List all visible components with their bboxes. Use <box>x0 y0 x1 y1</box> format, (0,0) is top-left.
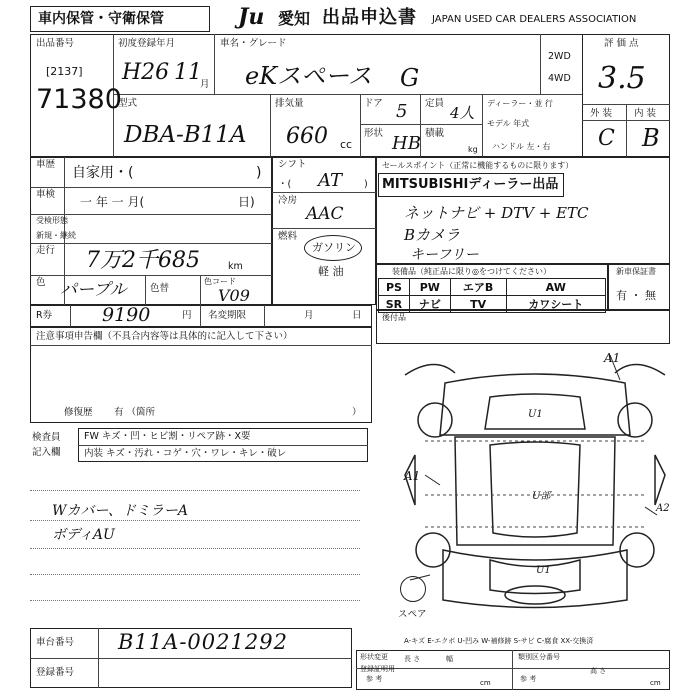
shift-paren: ・( <box>278 179 292 190</box>
recycle-frame <box>30 305 372 327</box>
loading-label: 積載 <box>425 128 445 139</box>
month-suffix: 月 <box>200 79 210 90</box>
drive-2wd: 2WD <box>548 51 571 62</box>
interior-label: 内 装 <box>634 108 657 119</box>
damage-mark-a1-top: A1 <box>604 351 621 365</box>
form-title: 出品申込書 <box>322 7 417 28</box>
ju-logo: Ju <box>238 4 265 30</box>
registration-cert-label: 登録証明用 <box>360 665 395 673</box>
doors-label: ドア <box>364 98 383 109</box>
remark-line-2: ボディAU <box>52 527 115 543</box>
recycle-label: R券 <box>36 310 53 321</box>
shift-label: シフト <box>278 159 307 170</box>
selling-point-line-2: Bカメラ <box>404 226 461 244</box>
dealer-label: ディーラー・並 行 <box>487 99 553 108</box>
shape-change-label: 形状変更 <box>360 653 388 661</box>
cm-unit-2: cm <box>650 679 661 687</box>
fuel-gasoline-circle <box>304 235 362 261</box>
history-value: 自家用・( <box>72 165 134 181</box>
interior-grade: B <box>642 124 660 152</box>
warranty-options: 有 ・ 無 <box>616 289 656 302</box>
association-name: JAPAN USED CAR DEALERS ASSOCIATION <box>432 14 637 25</box>
equip-sr: SR <box>379 296 410 313</box>
damage-mark-u-roof: U部 <box>532 491 551 502</box>
inspector-row-2: 内装 キズ・汚れ・コゲ・穴・ワレ・キレ・破レ <box>84 448 287 459</box>
acceptance-label: 受検形態 <box>36 216 68 225</box>
car-damage-diagram <box>395 345 675 625</box>
mileage-label: 走行 <box>36 245 56 256</box>
model-year-label: モデル 年式 <box>487 119 530 128</box>
rating-score: 3.5 <box>598 61 646 96</box>
damage-mark-u1-hood: U1 <box>528 409 543 420</box>
shaken-close: 日) <box>238 195 255 209</box>
cm-unit-1: cm <box>480 679 491 687</box>
length-label: 長 さ <box>404 655 421 663</box>
name-change-day: 日 <box>352 310 362 321</box>
after-fit-label: 後付品 <box>382 313 406 322</box>
doors-value: 5 <box>396 101 408 122</box>
registration-label: 登録番号 <box>36 667 75 678</box>
shift-close: ) <box>364 179 368 190</box>
equipment-table <box>378 278 606 313</box>
damage-legend: A-キズ E-エクボ U-凹み W-補修跡 S-サビ C-腐食 XX-交換済 <box>404 637 594 645</box>
recycle-unit: 円 <box>182 310 192 321</box>
reference-label-2: 参 考 <box>520 675 537 683</box>
color-code-label: 色コード <box>204 277 236 286</box>
capacity-label: 定員 <box>425 98 445 109</box>
acceptance-sub: 新規・継続 <box>36 231 76 240</box>
aircon-value: AAC <box>306 204 344 224</box>
inspector-label-2: 記入欄 <box>32 447 61 458</box>
car-grade: G <box>400 64 420 92</box>
rating-label: 評 価 点 <box>604 38 639 49</box>
lot-number: 71380 <box>36 84 122 115</box>
recycle-value: 9190 <box>102 304 151 326</box>
inspector-row-1: FW キズ・凹・ヒビ割・リペア跡・X要 <box>84 431 251 442</box>
color-label: 色 <box>36 277 46 288</box>
selling-point-line-1: ネットナビ + DTV + ETC <box>404 204 589 222</box>
mileage-value: 7万2千685 <box>86 248 200 273</box>
car-name-label: 車名・グレード <box>220 38 287 49</box>
color-change-label: 色替 <box>150 283 170 294</box>
displacement-value: 660 <box>286 124 328 149</box>
chassis-label: 車台番号 <box>36 637 75 648</box>
car-name: eKスペース <box>245 62 372 90</box>
repair-history-value: 有 （箇所 <box>114 407 156 418</box>
equip-aw: AW <box>506 279 606 296</box>
selling-points-label: セールスポイント（正常に機能するものに限ります） <box>382 161 574 170</box>
fuel-diesel: 軽 油 <box>318 265 344 278</box>
damage-mark-u1-rear: U1 <box>536 565 551 576</box>
reference-label: 参 考 <box>366 675 383 683</box>
displacement-label: 排気量 <box>275 98 304 109</box>
org-name: 愛知 <box>278 9 311 28</box>
notes-label: 注意事項申告欄（不具合内容等は具体的に記入して下さい） <box>36 331 293 342</box>
handle-label: ハンドル 左・右 <box>492 142 551 151</box>
shift-value: AT <box>318 170 343 191</box>
class-change-label: 類別区分番号 <box>518 653 560 661</box>
shape-value: HB <box>392 133 421 154</box>
equip-airbag: エアB <box>450 279 506 296</box>
damage-mark-a2-right: A2 <box>656 503 670 514</box>
spare-label: スペア <box>398 609 427 620</box>
equip-ps: PS <box>379 279 410 296</box>
equip-tv: TV <box>450 296 506 313</box>
damage-mark-a1-left: A1 <box>404 469 421 483</box>
shaken-value: 一 年 一 月( <box>80 195 145 209</box>
aircon-label: 冷房 <box>278 195 298 206</box>
equip-pw: PW <box>409 279 450 296</box>
fuel-gasoline: ガソリン <box>312 241 356 254</box>
lot-number-label: 出品番号 <box>36 38 75 49</box>
first-registration-month: 11 <box>174 60 202 85</box>
remark-line-1: Wカバー、ドミラーA <box>52 503 188 519</box>
dealer-badge: MITSUBISHIディーラー出品 <box>382 177 559 192</box>
lot-sub-number: [2137] <box>46 65 83 78</box>
model-code: DBA-B11A <box>124 122 247 148</box>
repair-history-close: ） <box>352 407 362 418</box>
equip-navi: ナビ <box>409 296 450 313</box>
displacement-unit: cc <box>340 138 353 151</box>
storage-notice: 車内保管・守衛保管 <box>38 11 164 27</box>
height-label: 高 さ <box>590 667 607 675</box>
selling-point-line-3: キーフリー <box>410 247 479 263</box>
color-code: V09 <box>218 286 250 305</box>
first-registration-era: H26 <box>122 60 170 85</box>
name-change-label: 名変期限 <box>208 310 247 321</box>
mileage-unit: km <box>228 261 243 272</box>
loading-unit: kg <box>468 145 478 154</box>
drive-4wd: 4WD <box>548 73 571 84</box>
first-registration-label: 初度登録年月 <box>118 38 176 49</box>
chassis-number: B11A-0021292 <box>118 630 288 654</box>
history-close: ) <box>256 165 262 181</box>
equipment-label: 装備品（純正品に限り◎をつけてください） <box>392 267 551 276</box>
width-label: 幅 <box>446 655 453 663</box>
fuel-label: 燃料 <box>278 231 298 242</box>
history-label: 車歴 <box>36 159 56 170</box>
repair-history-label: 修復歴 <box>64 407 93 418</box>
capacity-value: 4人 <box>450 104 475 122</box>
spare-tire-icon <box>400 576 426 602</box>
shaken-label: 車検 <box>36 189 56 200</box>
exterior-label: 外 装 <box>590 108 613 119</box>
warranty-label: 新車保証書 <box>616 267 656 276</box>
after-fit-frame <box>376 310 670 344</box>
inspector-label-1: 検査員 <box>32 432 61 443</box>
shape-label: 形状 <box>364 128 384 139</box>
model-label: 型式 <box>118 98 138 109</box>
equip-leather-seat: カワシート <box>506 296 606 313</box>
name-change-month: 月 <box>304 310 314 321</box>
exterior-grade: C <box>598 126 615 151</box>
color-value: パープル <box>60 280 127 300</box>
